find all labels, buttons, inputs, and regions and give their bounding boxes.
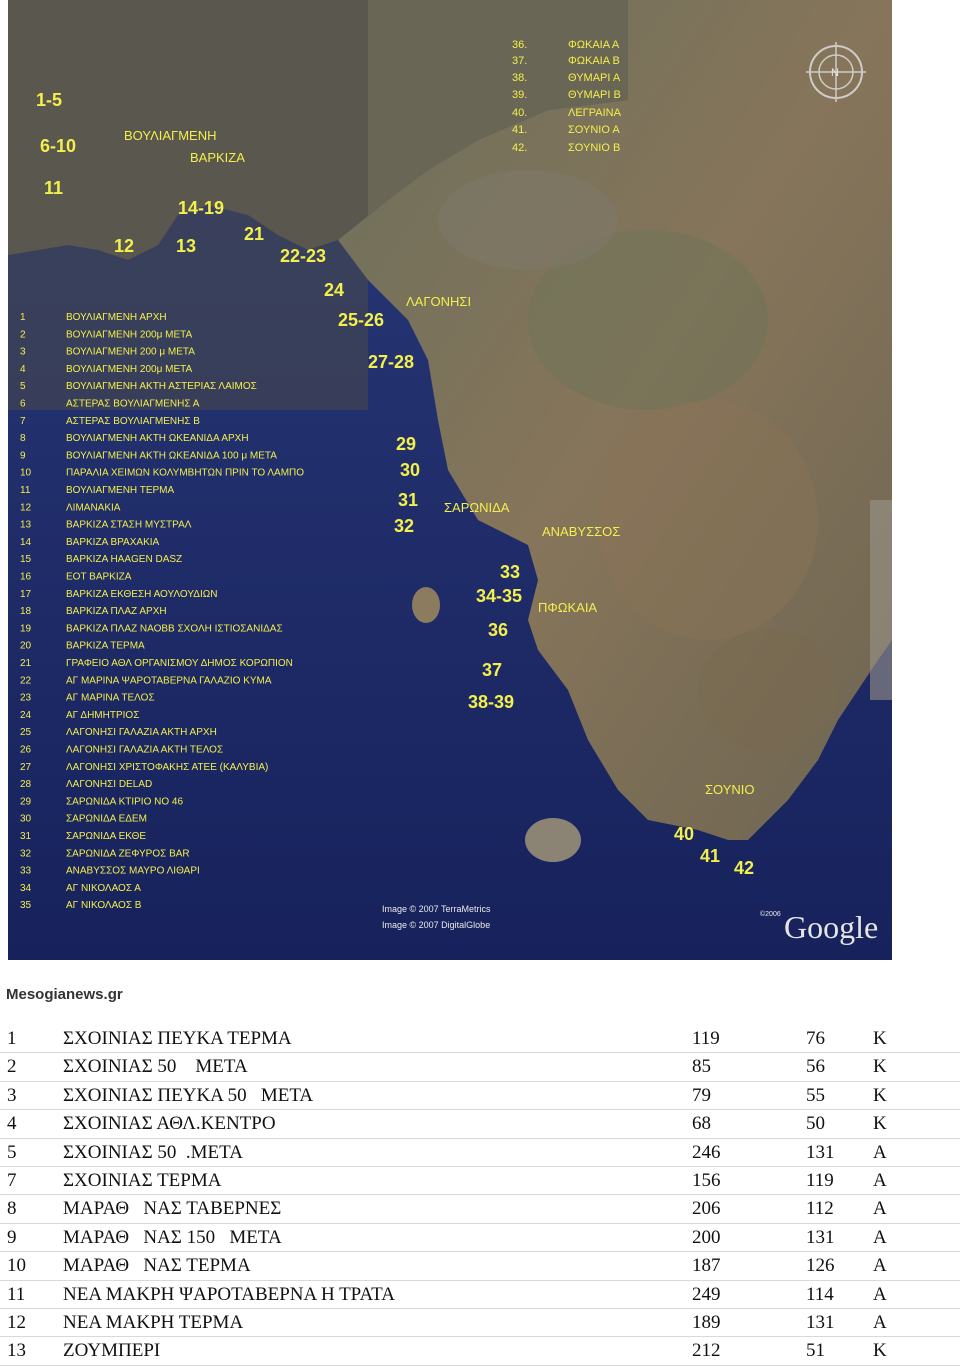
value-1: 189 [692,1311,721,1333]
legend-no: 21 [20,658,32,669]
location-name: ΝΕΑ ΜΑΚΡΗ ΨΑΡΟΤΑΒΕΡΝΑ Η ΤΡΑΤΑ [63,1283,395,1305]
legend-name: ΒΟΥΛΙΑΓΜΕΝΗ 200μ ΜΕΤΑ [66,329,193,341]
value-2: 114 [806,1283,834,1305]
row-number: 5 [7,1141,17,1163]
place-lagonisi: ΛΑΓΟΝΗΣΙ [406,294,472,309]
value-1: 187 [692,1255,721,1277]
row-number: 8 [7,1198,17,1220]
legend-no: 36. [512,39,528,51]
location-name: ΣΧΟΙΝΙΑΣ ΑΘΛ.ΚΕΝΤΡΟ [63,1113,276,1135]
legend-no: 18 [20,606,32,618]
beach-marker: 33 [500,562,521,582]
table-row [0,1053,960,1081]
row-number: 13 [7,1340,26,1362]
value-2: 55 [806,1084,825,1106]
table-row [0,1195,960,1223]
legend-name: ΑΓ ΝΙΚΟΛΑΟΣ Β [66,900,142,912]
legend-no: 24 [20,709,32,721]
beach-marker: 40 [674,824,695,844]
value-1: 200 [692,1226,721,1248]
legend-name: ΑΝΑΒΥΣΣΟΣ ΜΑΥΡΟ ΛΙΘΑΡΙ [66,865,200,877]
value-2: 56 [806,1056,825,1078]
value-2: 50 [806,1113,825,1135]
legend-name: ΒΟΥΛΙΑΓΜΕΝΗ 200μ ΜΕΤΑ [66,363,193,375]
image-tile-edge [870,500,892,700]
row-number: 1 [7,1028,17,1049]
legend-no: 13 [20,519,32,531]
value-1: 249 [692,1283,721,1305]
legend-name: ΛΑΓΟΝΗΣΙ ΧΡΙΣΤΟΦΑΚΗΣ ΑΤΕΕ (ΚΑΛΥΒΙΑ) [66,761,269,773]
terrain-patch [698,630,838,750]
place-sounio: ΣΟΥΝΙΟ [705,782,755,797]
beach-marker: 30 [400,460,421,480]
google-logo: Google [784,909,879,945]
beach-marker: 14-19 [178,198,225,218]
table-row [0,1309,960,1337]
legend-name: ΣΟΥΝΙΟ Α [568,124,620,136]
beach-marker: 11 [44,178,64,198]
beach-marker: 12 [114,236,135,256]
legend-name: ΒΟΥΛΙΑΓΜΕΝΗ ΑΡΧΗ [66,312,167,323]
legend-name: ΘΥΜΑΡΙ Β [568,89,621,101]
value-2: 112 [806,1198,834,1220]
legend-no: 3 [20,346,26,358]
value-2: 76 [806,1028,825,1049]
legend-name: ΑΣΤΕΡΑΣ ΒΟΥΛΙΑΓΜΕΝΗΣ Α [66,398,200,410]
value-2: 131 [806,1226,835,1248]
legend-no: 16 [20,571,32,583]
value-1: 212 [692,1340,721,1362]
place-vouliagmeni: ΒΟΥΛΙΑΓΜΕΝΗ [124,128,217,143]
legend-name: ΒΟΥΛΙΑΓΜΕΝΗ ΑΚΤΗ ΑΣΤΕΡΙΑΣ ΛΑΙΜΟΣ [66,381,257,393]
location-name: ΣΧΟΙΝΙΑΣ 50 .ΜΕΤΑ [63,1141,243,1163]
table-row [0,1139,960,1167]
row-number: 4 [7,1113,17,1135]
value-2: 131 [806,1311,835,1333]
legend-no: 28 [20,779,32,791]
legend-name: ΓΡΑΦΕΙΟ ΑΘΛ ΟΡΓΑΝΙΣΜΟΥ ΔΗΜΟΣ ΚΟΡΩΠΙΟΝ [66,658,293,669]
location-name: ΣΧΟΙΝΙΑΣ ΠΕΥΚΑ 50 ΜΕΤΑ [63,1084,314,1106]
location-name: ΜΑΡΑΘ ΝΑΣ ΤΑΒΕΡΝΕΣ [63,1198,282,1220]
value-1: 246 [692,1141,721,1163]
category-code: Κ [873,1113,887,1135]
table-row [0,1082,960,1110]
legend-no: 2 [20,329,26,341]
value-2: 126 [806,1255,835,1277]
legend-no: 30 [20,813,32,825]
legend-name: ΒΟΥΛΙΑΓΜΕΝΗ 200 μ ΜΕΤΑ [66,346,195,358]
category-code: Κ [873,1056,887,1078]
legend-no: 37. [512,55,528,67]
map-canvas [8,0,892,960]
category-code: Κ [873,1028,887,1049]
table-row [0,1281,960,1309]
legend-no: 11 [20,485,31,496]
location-name: ΣΧΟΙΝΙΑΣ ΤΕΡΜΑ [63,1169,222,1191]
table-row [0,1252,960,1280]
legend-no: 38. [512,72,528,84]
place-pfokaia: ΠΦΩΚΑΙΑ [538,600,598,615]
legend-no: 29 [20,796,32,808]
row-number: 7 [7,1169,17,1191]
legend-name: ΒΟΥΛΙΑΓΜΕΝΗ ΑΚΤΗ ΩΚΕΑΝΙΔΑ 100 μ ΜΕΤΑ [66,450,277,462]
beach-marker: 31 [398,490,419,510]
legend-no: 25 [20,727,32,739]
value-1: 119 [692,1028,720,1049]
legend-no: 19 [20,623,32,635]
measurements-table [0,1025,960,1366]
terrain-patch [438,170,618,270]
legend-name: ΣΑΡΩΝΙΔΑ ΚΤΙΡΙΟ ΝΟ 46 [66,796,184,808]
legend-no: 15 [20,554,32,566]
legend-name: ΕΟΤ ΒΑΡΚΙΖΑ [66,571,132,583]
category-code: Κ [873,1340,887,1362]
row-number: 9 [7,1226,17,1248]
legend-no: 5 [20,381,26,393]
legend-name: ΦΩΚΑΙΑ Α [568,39,620,51]
legend-no: 35 [20,900,32,912]
category-code: Α [873,1141,887,1163]
legend-name: ΒΑΡΚΙΖΑ ΒΡΑΧΑΚΙΑ [66,536,160,548]
legend-name: ΑΣΤΕΡΑΣ ΒΟΥΛΙΑΓΜΕΝΗΣ Β [66,415,200,427]
beach-marker: 38-39 [468,692,515,712]
legend-name: ΑΓ ΝΙΚΟΛΑΟΣ Α [66,882,141,894]
legend-no: 17 [20,588,32,600]
value-1: 206 [692,1198,721,1220]
place-varkiza: ΒΑΡΚΙΖΑ [190,150,245,165]
location-name: ΜΑΡΑΘ ΝΑΣ 150 ΜΕΤΑ [63,1226,282,1248]
legend-no: 41. [512,124,528,136]
image-credit: Image © 2007 DigitalGlobe [382,920,491,930]
beach-marker: 1-5 [36,90,63,110]
legend-no: 39. [512,89,528,101]
legend-name: ΒΑΡΚΙΖΑ ΠΛΑΖ ΝΑΟΒΒ ΣΧΟΛΗ ΙΣΤΙΟΣΑΝΙΔΑΣ [66,623,283,635]
legend-no: 42. [512,142,528,154]
category-code: Α [873,1311,887,1333]
table-row [0,1167,960,1195]
legend-no: 14 [20,536,32,548]
row-number: 11 [7,1283,26,1305]
source-label: Mesogianews.gr [6,986,123,1003]
category-code: Α [873,1198,887,1220]
value-1: 156 [692,1169,721,1191]
category-code: Κ [873,1084,887,1106]
beach-marker: 34-35 [476,586,523,606]
legend-no: 40. [512,107,528,119]
legend-name: ΑΓ ΔΗΜΗΤΡΙΟΣ [66,709,140,721]
legend-name: ΠΑΡΑΛΙΑ ΧΕΙΜΩΝ ΚΟΛΥΜΒΗΤΩΝ ΠΡΙΝ ΤΟ ΛΑΜΠΟ [66,467,305,479]
category-code: Α [873,1255,887,1277]
beach-marker: 21 [244,224,265,244]
island [525,818,581,862]
beach-marker: 32 [394,516,415,536]
legend-name: ΒΑΡΚΙΖΑ ΕΚΘΕΣΗ ΑΟΥΛΟΥΔΙΩΝ [66,588,218,600]
legend-name: ΛΑΓΟΝΗΣΙ ΓΑΛΑΖΙΑ ΑΚΤΗ ΑΡΧΗ [66,727,217,739]
legend-name: ΒΑΡΚΙΖΑ ΠΛΑΖ ΑΡΧΗ [66,606,167,618]
legend-name: ΣΑΡΩΝΙΔΑ ΖΕΦΥΡΟΣ BAR [66,848,190,860]
image-credit: Image © 2007 TerraMetrics [382,904,491,914]
legend-no: 9 [20,450,26,462]
legend-no: 10 [20,467,32,479]
legend-name: ΑΓ ΜΑΡΙΝΑ ΨΑΡΟΤΑΒΕΡΝΑ ΓΑΛΑΖΙΟ ΚΥΜΑ [66,675,272,687]
legend-no: 7 [20,415,26,427]
legend-no: 22 [20,675,32,687]
beach-marker: 25-26 [338,310,385,330]
beach-marker: 41 [700,846,721,866]
legend-no: 1 [20,312,26,323]
location-name: ΜΑΡΑΘ ΝΑΣ ΤΕΡΜΑ [63,1255,251,1277]
beach-marker: 6-10 [40,136,77,156]
legend-no: 33 [20,865,32,877]
beach-marker: 27-28 [368,352,415,372]
legend-no: 6 [20,398,26,410]
legend-name: ΛΑΓΟΝΗΣΙ DELAD [66,779,153,791]
beach-marker: 22-23 [280,246,327,266]
legend-no: 31 [20,831,32,842]
legend-name: ΛΕΓΡΑΙΝΑ [568,107,621,119]
satellite-map [8,0,892,960]
category-code: Α [873,1226,887,1248]
legend-name: ΒΑΡΚΙΖΑ ΤΕΡΜΑ [66,640,145,652]
beach-marker: 24 [324,280,345,300]
category-code: Α [873,1169,887,1191]
location-name: ΖΟΥΜΠΕΡΙ [63,1340,161,1362]
svg-text:N: N [831,67,839,79]
location-name: ΝΕΑ ΜΑΚΡΗ ΤΕΡΜΑ [63,1311,244,1333]
legend-name: ΑΓ ΜΑΡΙΝΑ ΤΕΛΟΣ [66,692,155,704]
legend-name: ΒΑΡΚΙΖΑ HAAGEN DASZ [66,554,183,566]
legend-name: ΣΑΡΩΝΙΔΑ ΕΚΘΕ [66,831,147,842]
legend-name: ΛΙΜΑΝΑΚΙΑ [66,502,121,514]
row-number: 2 [7,1056,17,1078]
legend-no: 23 [20,692,32,704]
value-2: 51 [806,1340,825,1362]
legend-name: ΣΑΡΩΝΙΔΑ ΕΔΕΜ [66,813,147,825]
row-number: 12 [7,1311,26,1333]
legend-no: 27 [20,761,32,773]
place-saronida: ΣΑΡΩΝΙΔΑ [444,500,510,515]
value-2: 119 [806,1169,834,1191]
table-row [0,1337,960,1365]
row-number: 10 [7,1255,26,1277]
beach-marker: 29 [396,434,417,454]
category-code: Α [873,1283,887,1305]
legend-name: ΣΟΥΝΙΟ Β [568,142,621,154]
legend-name: ΛΑΓΟΝΗΣΙ ΓΑΛΑΖΙΑ ΑΚΤΗ ΤΕΛΟΣ [66,744,224,756]
beach-marker: 13 [176,236,197,256]
value-2: 131 [806,1141,835,1163]
legend-no: 12 [20,502,32,514]
table-row [0,1224,960,1252]
beach-marker: 37 [482,660,503,680]
location-name: ΣΧΟΙΝΙΑΣ 50 ΜΕΤΑ [63,1056,248,1078]
legend-name: ΒΟΥΛΙΑΓΜΕΝΗ ΑΚΤΗ ΩΚΕΑΝΙΔΑ ΑΡΧΗ [66,433,249,445]
legend-name: ΦΩΚΑΙΑ Β [568,55,620,67]
legend-no: 4 [20,363,26,375]
value-1: 79 [692,1084,711,1106]
value-1: 68 [692,1113,711,1135]
table-row [0,1025,960,1053]
beach-marker: 42 [734,858,755,878]
beach-marker: 36 [488,620,509,640]
terrain-patch [598,400,818,640]
google-year: ©2006 [760,911,781,918]
value-1: 85 [692,1056,711,1078]
row-number: 3 [7,1084,17,1106]
legend-no: 26 [20,744,32,756]
legend-no: 20 [20,640,32,652]
legend-no: 34 [20,882,32,894]
legend-name: ΒΟΥΛΙΑΓΜΕΝΗ ΤΕΡΜΑ [66,485,175,496]
table-row [0,1110,960,1138]
island [412,587,440,623]
location-name: ΣΧΟΙΝΙΑΣ ΠΕΥΚΑ ΤΕΡΜΑ [63,1028,292,1049]
legend-no: 32 [20,848,32,860]
place-anavyssos: ΑΝΑΒΥΣΣΟΣ [542,524,621,539]
legend-name: ΒΑΡΚΙΖΑ ΣΤΑΣΗ ΜΥΣΤΡΑΛ [66,519,192,531]
legend-no: 8 [20,433,26,445]
legend-name: ΘΥΜΑΡΙ Α [568,72,621,84]
